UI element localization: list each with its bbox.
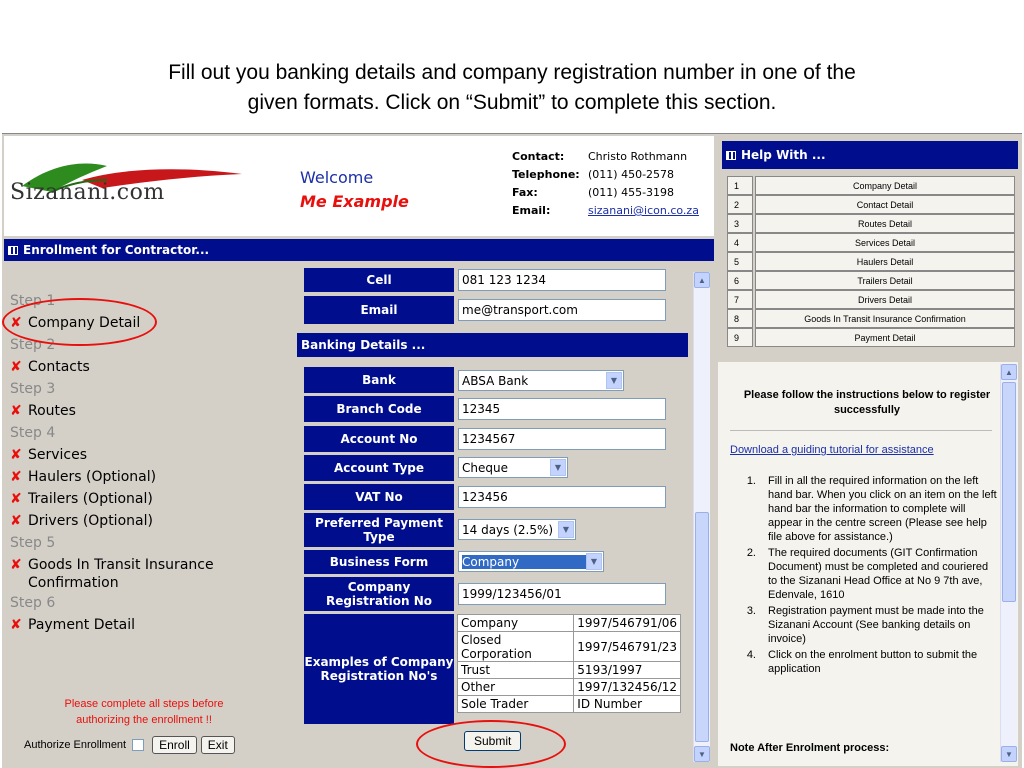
incomplete-icon: ✘ xyxy=(10,491,22,507)
welcome-text: Welcome xyxy=(300,168,374,187)
contact-block xyxy=(512,150,699,222)
business-form-value: Company xyxy=(462,555,586,569)
help-item[interactable] xyxy=(727,176,1015,195)
scroll-down-icon[interactable]: ▼ xyxy=(694,746,710,762)
instruction-text: Fill in all the required information on the left hand bar. When you click on an item on the left hand bar the information to complete will appear in the centre screen (Please see help file above for assistance.) xyxy=(768,475,997,543)
list-item: 1. Fill in all the required information on the left hand bar. When you click on an item on the left hand bar the information to complete will appear in the centre screen (Please see help file above for assistance.) xyxy=(746,475,997,543)
example-format: ID Number xyxy=(574,696,681,713)
email-label: Email xyxy=(304,296,454,324)
example-type: Closed Corporation xyxy=(458,632,574,662)
help-button[interactable]: Company Detail xyxy=(755,176,1015,195)
step-label: Payment Detail xyxy=(28,617,135,633)
email-label: Email: xyxy=(512,204,551,217)
scroll-up-icon[interactable]: ▲ xyxy=(1001,364,1017,380)
help-num: 4 xyxy=(727,233,753,252)
help-num: 2 xyxy=(727,195,753,214)
form-scrollbar[interactable] xyxy=(693,272,710,762)
account-no-input[interactable]: 1234567 xyxy=(458,428,666,450)
help-num: 5 xyxy=(727,252,753,271)
instruction-text: Click on the enrolment button to submit the application xyxy=(768,649,978,675)
step-services[interactable] xyxy=(10,444,280,466)
site-header xyxy=(4,136,714,236)
payment-type-value: 14 days (2.5%) xyxy=(462,522,554,537)
authorize-row xyxy=(24,736,239,754)
cell-input[interactable]: 081 123 1234 xyxy=(458,269,666,291)
enrolment-note: Note After Enrolment process: xyxy=(730,742,890,754)
example-format: 1997/546791/06 xyxy=(574,615,681,632)
note-line-2: authorizing the enrollment !! xyxy=(76,714,212,726)
bank-label: Bank xyxy=(304,367,454,393)
incomplete-icon: ✘ xyxy=(10,469,22,485)
business-form-select[interactable] xyxy=(458,551,604,572)
incomplete-icon: ✘ xyxy=(10,359,22,375)
help-item[interactable] xyxy=(727,309,1015,328)
step-heading: Step 6 xyxy=(10,595,56,611)
step-contacts[interactable] xyxy=(10,356,280,378)
instructions-panel xyxy=(718,362,1018,766)
authorize-checkbox[interactable] xyxy=(132,739,144,751)
user-name: Me Example xyxy=(300,192,409,211)
table-row xyxy=(458,679,681,696)
step-label: Routes xyxy=(28,403,76,419)
help-num: 7 xyxy=(727,290,753,309)
help-item[interactable] xyxy=(727,195,1015,214)
instruction-text: Registration payment must be made into the Sizanani Account (See banking details on invoice) xyxy=(768,605,984,645)
company-reg-label: Company Registration No xyxy=(304,577,454,611)
payment-type-label: Preferred Payment Type xyxy=(304,513,454,547)
fax-value: (011) 455-3198 xyxy=(588,186,675,199)
step-payment-detail[interactable] xyxy=(10,614,280,636)
step-heading: Step 3 xyxy=(10,381,56,397)
step-label: Company Detail xyxy=(28,315,141,331)
help-list xyxy=(727,176,1015,347)
scroll-down-icon[interactable]: ▼ xyxy=(1001,746,1017,762)
company-reg-input[interactable]: 1999/123456/01 xyxy=(458,583,666,605)
payment-type-select[interactable] xyxy=(458,519,576,540)
bank-select[interactable] xyxy=(458,370,624,391)
account-type-value: Cheque xyxy=(462,460,508,475)
step-haulers[interactable] xyxy=(10,466,280,488)
instruction-caption xyxy=(0,58,1024,118)
instructions-title: Please follow the instructions below to register successfully xyxy=(743,389,991,416)
help-num: 6 xyxy=(727,271,753,290)
help-item[interactable] xyxy=(727,290,1015,309)
logo-text: Sizanani.com xyxy=(10,180,165,205)
list-item: 2. The required documents (GIT Confirmation Document) must be completed and couriered to the Sizanani Head Office at No 9 7th ave, Edenvale, 1610 xyxy=(730,546,998,602)
highlight-oval-company-detail xyxy=(2,298,157,346)
complete-steps-note xyxy=(0,696,288,728)
example-type: Other xyxy=(458,679,574,696)
table-row xyxy=(458,615,681,632)
help-num: 3 xyxy=(727,214,753,233)
enroll-button[interactable]: Enroll xyxy=(152,736,197,754)
telephone-value: (011) 450-2578 xyxy=(588,168,675,181)
instructions-list xyxy=(730,474,998,678)
account-type-label: Account Type xyxy=(304,455,454,481)
example-type: Company xyxy=(458,615,574,632)
step-label: Contacts xyxy=(28,359,90,375)
incomplete-icon: ✘ xyxy=(10,617,22,633)
note-line-1: Please complete all steps before xyxy=(64,698,224,710)
step-label: Drivers (Optional) xyxy=(28,513,153,529)
example-format: 1997/546791/23 xyxy=(574,632,681,662)
help-num: 8 xyxy=(727,309,753,328)
step-git-insurance[interactable] xyxy=(10,554,280,592)
chevron-down-icon[interactable]: ▼ xyxy=(606,372,622,389)
branch-code-input[interactable]: 12345 xyxy=(458,398,666,420)
step-heading: Step 2 xyxy=(10,337,56,353)
help-item[interactable] xyxy=(727,271,1015,290)
window-icon xyxy=(726,151,736,160)
scroll-thumb[interactable] xyxy=(695,512,709,742)
step-heading: Step 5 xyxy=(10,535,56,551)
list-item: 4. Click on the enrolment button to submit the application xyxy=(730,648,998,676)
scroll-thumb[interactable] xyxy=(1002,382,1016,602)
step-drivers[interactable] xyxy=(10,510,280,532)
vat-no-input[interactable]: 123456 xyxy=(458,486,666,508)
help-button[interactable]: Haulers Detail xyxy=(755,252,1015,271)
example-format: 1997/132456/12 xyxy=(574,679,681,696)
table-row xyxy=(458,696,681,713)
step-label: Services xyxy=(28,447,88,463)
incomplete-icon: ✘ xyxy=(10,403,22,419)
email-input[interactable]: me@transport.com xyxy=(458,299,666,321)
cell-label: Cell xyxy=(304,268,454,292)
step-label: Haulers (Optional) xyxy=(28,469,157,485)
fax-label: Fax: xyxy=(512,186,538,199)
step-heading: Step 1 xyxy=(10,293,56,309)
list-item: 3. Registration payment must be made into the Sizanani Account (See banking details on invoice) xyxy=(730,604,998,646)
enrollment-bar-title: Enrollment for Contractor... xyxy=(23,243,210,257)
window-icon xyxy=(8,246,18,255)
incomplete-icon: ✘ xyxy=(10,315,22,331)
branch-code-label: Branch Code xyxy=(304,396,454,422)
examples-table xyxy=(457,614,681,713)
caption-line-2: given formats. Click on “Submit” to complete this section. xyxy=(247,91,777,114)
chevron-down-icon[interactable]: ▼ xyxy=(558,521,574,538)
help-button[interactable]: Goods In Transit Insurance Confirmation xyxy=(755,309,1015,328)
instructions-scrollbar[interactable] xyxy=(1000,364,1017,762)
examples-label: Examples of Company Registration No's xyxy=(304,614,454,724)
help-button[interactable]: Routes Detail xyxy=(755,214,1015,233)
chevron-down-icon[interactable]: ▼ xyxy=(586,553,602,570)
email-link[interactable]: sizanani@icon.co.za xyxy=(588,204,699,217)
submit-button[interactable]: Submit xyxy=(464,731,521,751)
contact-value: Christo Rothmann xyxy=(588,150,688,163)
help-button[interactable]: Trailers Detail xyxy=(755,271,1015,290)
account-no-label: Account No xyxy=(304,426,454,452)
step-label: Goods In Transit Insurance Confirmation xyxy=(28,557,214,591)
help-item[interactable] xyxy=(727,214,1015,233)
instruction-text: The required documents (GIT Confirmation Document) must be completed and couriered to the Sizanani Head Office at No 9 7th ave, Edenvale, 1610 xyxy=(768,547,989,601)
help-num: 1 xyxy=(727,176,753,195)
chevron-down-icon[interactable]: ▼ xyxy=(550,459,566,476)
help-button[interactable]: Payment Detail xyxy=(755,328,1015,347)
help-bar xyxy=(722,141,1018,169)
help-bar-title: Help With ... xyxy=(741,148,826,162)
divider xyxy=(730,430,992,431)
account-type-select[interactable] xyxy=(458,457,568,478)
help-item[interactable] xyxy=(727,328,1015,347)
step-trailers[interactable] xyxy=(10,488,280,510)
step-heading: Step 4 xyxy=(10,425,56,441)
enrollment-bar xyxy=(4,239,714,261)
incomplete-icon: ✘ xyxy=(10,513,22,529)
authorize-label: Authorize Enrollment xyxy=(24,739,127,751)
business-form-label: Business Form xyxy=(304,550,454,574)
exit-button[interactable]: Exit xyxy=(201,736,235,754)
help-button[interactable]: Contact Detail xyxy=(755,195,1015,214)
telephone-label: Telephone: xyxy=(512,168,580,181)
contact-label: Contact: xyxy=(512,150,565,163)
help-num: 9 xyxy=(727,328,753,347)
example-type: Trust xyxy=(458,662,574,679)
bank-select-value: ABSA Bank xyxy=(462,373,529,388)
vat-no-label: VAT No xyxy=(304,484,454,510)
help-button[interactable]: Drivers Detail xyxy=(755,290,1015,309)
step-routes[interactable] xyxy=(10,400,280,422)
highlight-oval-submit xyxy=(416,720,566,768)
table-row xyxy=(458,662,681,679)
step-label: Trailers (Optional) xyxy=(28,491,153,507)
caption-line-1: Fill out you banking details and company registration number in one of the xyxy=(168,61,856,84)
table-row xyxy=(458,632,681,662)
help-item[interactable] xyxy=(727,252,1015,271)
help-button[interactable]: Services Detail xyxy=(755,233,1015,252)
example-format: 5193/1997 xyxy=(574,662,681,679)
banking-details-header: Banking Details ... xyxy=(297,333,688,357)
tutorial-download-link[interactable]: Download a guiding tutorial for assistance xyxy=(730,444,934,456)
help-item[interactable] xyxy=(727,233,1015,252)
incomplete-icon: ✘ xyxy=(10,557,22,573)
example-type: Sole Trader xyxy=(458,696,574,713)
scroll-up-icon[interactable]: ▲ xyxy=(694,272,710,288)
incomplete-icon: ✘ xyxy=(10,447,22,463)
